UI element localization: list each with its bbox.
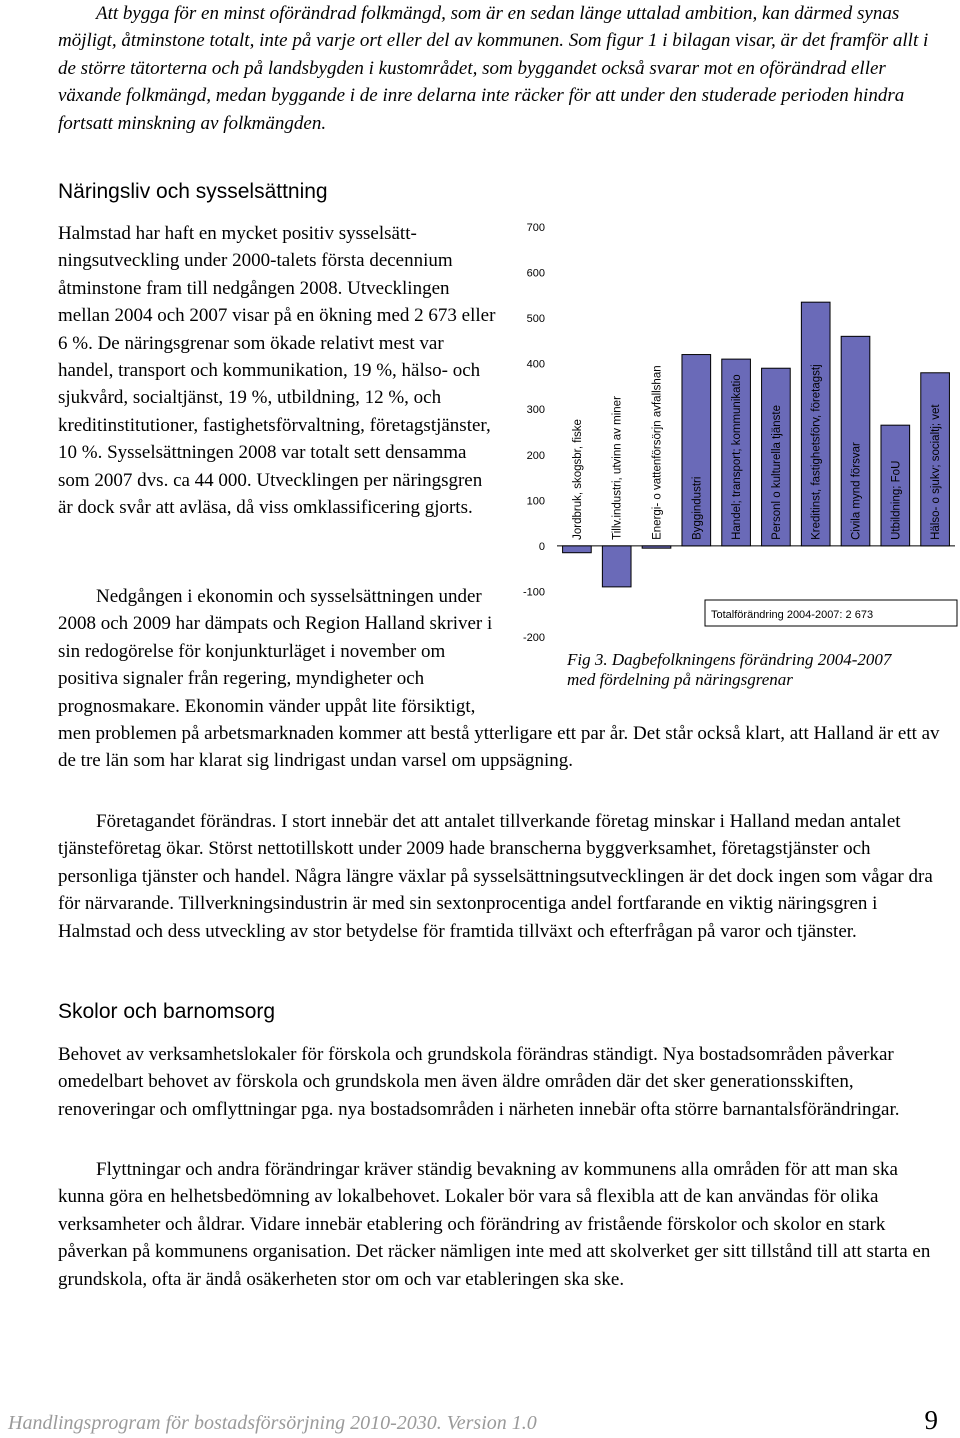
bar-label: Hälso- o sjukv; socialtj; vet xyxy=(930,404,943,540)
y-tick-label: 200 xyxy=(526,449,545,462)
skolor-paragraph-1: Behovet av verksamhetslokaler för förskola och grundskola förändras ständigt. Nya bostadsområden påverkar omedelbart behovet av förskola och grundskola men även äldre områden där det sker generationsskiften, renoveringar och omflyttningar pga. nya bostadsområden i närheten innebär ofta större barnantalsförändringar. xyxy=(58,1044,900,1120)
section-heading-naringsliv: Näringsliv och sysselsättning xyxy=(58,180,328,203)
naringsliv-paragraph-3: Företagandet förändras. I stort innebär det att antalet tillverkande företag minskar i Halland medan antalet tjänsteföretag ökar. Störst nettotillskott under 2009 hade branscherna byggverksamhet, företagstjänster och personliga tjänster och handel. Några längre växlar på sysselsättningsutvecklingen är det dock ingen som vågar dra för närvarande. Tillverkningsindustrin är med sin sextonprocentiga andel fortfarande en viktig näringsgren i Halmstad och dess utveckling av stor betydelse för framtida tillväxt och efterfrågan på varor och tjänster. xyxy=(58,811,933,942)
bar-label: Kreditinst, fastighetsförv, företagstj xyxy=(810,364,823,540)
figure-caption-line-2: med fördelning på näringsgrenar xyxy=(567,670,793,689)
bar-label: Energi- o vattenförsörjn avfallshan xyxy=(651,365,664,540)
intro-paragraph: Att bygga för en minst oförändrad folkmängd, som är en sedan länge uttalad ambition, kan därmed synas möjligt, åtminstone totalt, inte på varje ort eller del av kommunen. Som figur 1 i bilagan visar, är det framför allt i de större tätorterna och på landsbygden i kustområdet, som byggandet också svarar mot en oförändrad eller växande folkmängd, medan byggande i de inre delarna inte räcker för att under den studerade perioden hindra fortsatt minskning av folkmängden. xyxy=(58,3,929,134)
y-tick-label: 100 xyxy=(526,495,545,508)
y-tick-label: 600 xyxy=(526,267,545,280)
bar xyxy=(563,546,592,553)
total-change-text: Totalförändring 2004-2007: 2 673 xyxy=(711,609,874,621)
bar-label: Byggindustri xyxy=(691,476,704,540)
bar-label: Handel; transport; kommunikatio xyxy=(731,374,744,540)
y-tick-label: -200 xyxy=(522,632,545,644)
figure-caption-line-1: Fig 3. Dagbefolkningens förändring 2004-2007 xyxy=(567,650,892,669)
bar-label: Personl o kulturella tjänste xyxy=(770,404,783,540)
section-heading-skolor: Skolor och barnomsorg xyxy=(58,1000,276,1023)
y-tick-label: 700 xyxy=(526,222,545,234)
y-tick-label: 400 xyxy=(526,358,545,371)
skolor-paragraph-2: Flyttningar och andra förändringar kräver ständig bevakning av kommunens alla områden för att man ska kunna göra en helhetsbedömning av lokalbehovet. Lokaler bör vara så flexibla att de kan användas för olika verksamheter och åldrar. Vidare innebär etablering och förändring av fristående förskolor och skolor en stark påverkan på kommunens organisation. Det räcker nämligen inte med att skolverket ger sitt tillstånd till att starta en grundskola, ofta är ändå osäkerheten stor om och var etableringen ska ske. xyxy=(58,1159,931,1290)
footer-title: Handlingsprogram för bostadsförsörjning 2010-2030. Version 1.0 xyxy=(8,1412,537,1434)
page-number: 9 xyxy=(924,1405,938,1435)
y-tick-label: 500 xyxy=(526,313,545,326)
naringsliv-paragraph-1: Halmstad har haft en mycket positiv sysselsätt-ningsutveckling under 2000-talets första decennium åtminstone fram till nedgången 2008. Utvecklingen mellan 2004 och 2007 visar på en ökning med 2 673 eller 6 %. De näringsgrenar som ökade relativt mest var handel, transport och kommunikation, 19 %, hälso- och sjukvård, socialtjänst, 19 %, utbildning, 12 %, och kreditinstitutioner, fastighetsförvaltning, företagstjänster, 10 %. Sysselsättningen 2008 var totalt sett densamma som 2007 dvs. ca 44 000. Utvecklingen per näringsgren är dock svår att avläsa, då viss omklassificering gjorts. xyxy=(58,223,496,519)
bar-label: Utbildning; FoU xyxy=(890,460,903,540)
bar-label: Civila mynd försvar xyxy=(850,442,863,540)
chart-wrap-spacer xyxy=(502,583,942,720)
bar xyxy=(642,546,671,548)
y-tick-label: -100 xyxy=(522,586,545,599)
bar-label: Tillv.industri, utvinn av miner xyxy=(611,396,624,540)
y-tick-label: 0 xyxy=(538,540,545,553)
bar-label: Jordbruk, skogsbr, fiske xyxy=(571,419,584,540)
bar xyxy=(602,546,631,587)
y-tick-label: 300 xyxy=(526,404,545,417)
naringsliv-paragraph-2: Nedgången i ekonomin och sysselsättningen under 2008 och 2009 har dämpats och Region Halland skriver i sin redogörelse för konjunkturläget i november om positiva signaler från regering, myndigheter och prognosmakare. Ekonomin vänder uppåt lite försiktigt, men problemen på arbetsmarknaden kommer att bestå ytterligare ett par år. Det står också klart, att Halland är ett av de tre län som har klarat sig lindrigast undan varsel om uppsägning. xyxy=(58,583,942,775)
